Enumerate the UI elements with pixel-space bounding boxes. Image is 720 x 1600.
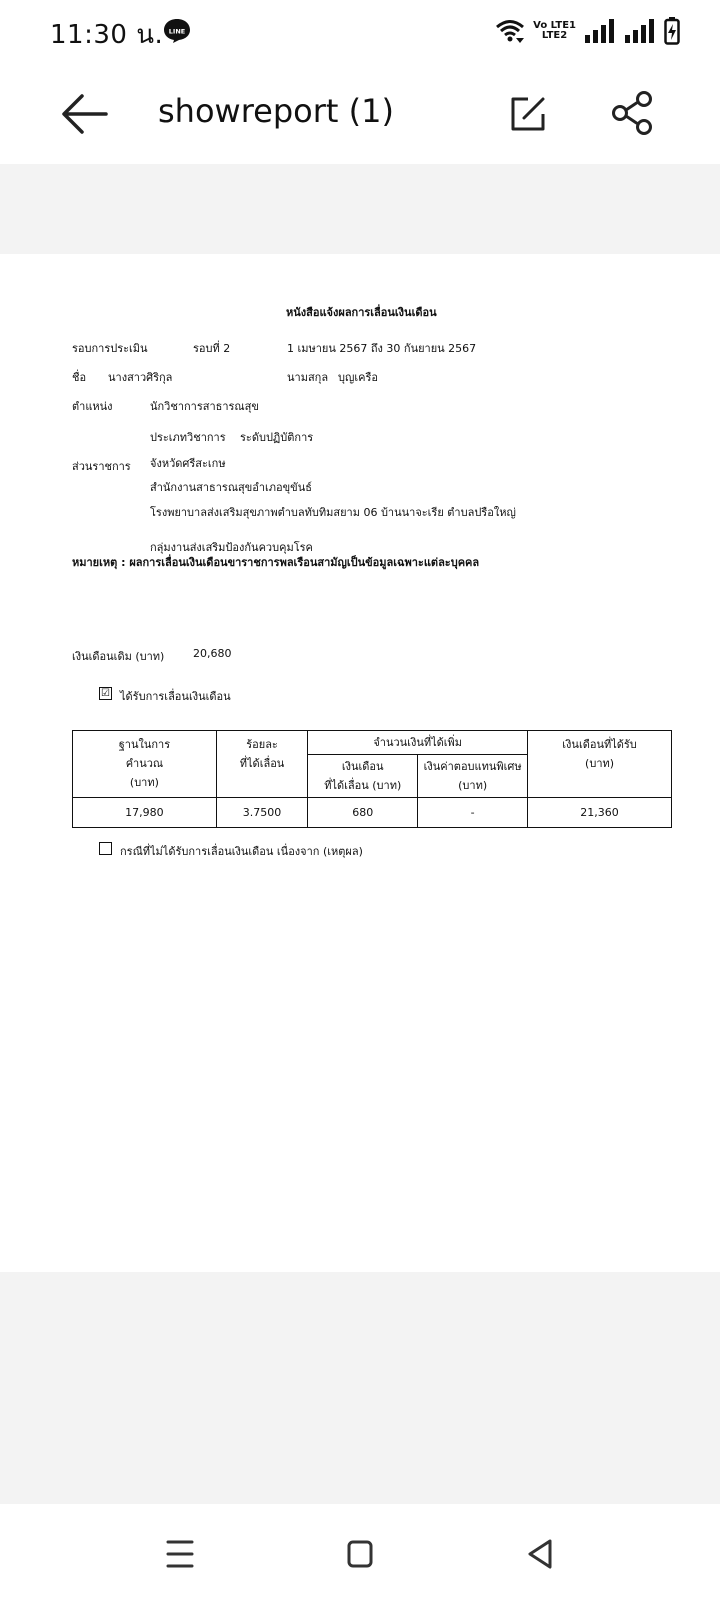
volte-indicator <box>533 21 576 41</box>
signal-icon-sim2 <box>624 19 656 43</box>
agency-line: สำนักงานสาธารณสุขอำเภอขุขันธ์ <box>150 481 312 494</box>
share-icon[interactable] <box>610 90 656 136</box>
back-triangle-icon[interactable] <box>520 1534 560 1574</box>
menu-icon[interactable] <box>160 1534 200 1574</box>
agency-line: โรงพยาบาลส่งเสริมสุขภาพตำบลทับทิมสยาม 06 บ้านนาจะเรีย ตำบลปรือใหญ่ <box>150 506 516 519</box>
cell-base: 17,980 <box>73 798 217 828</box>
volte-top: Vo LTE1 <box>533 20 576 31</box>
header-increase: จำนวนเงินที่ได้เพิ่ม <box>308 731 528 755</box>
status-icons <box>495 16 680 46</box>
system-nav-bar <box>0 1504 720 1600</box>
not-received-label: กรณีที่ไม่ได้รับการเลื่อนเงินเดือน เนื่องจาก (เหตุผล) <box>120 845 363 858</box>
app-bar <box>0 64 720 164</box>
old-salary-value: 20,680 <box>193 647 232 660</box>
table-row <box>73 798 672 828</box>
position-value: นักวิชาการสาธารณสุข <box>150 400 259 413</box>
name-label: ชื่อ <box>72 371 87 384</box>
position-type: ประเภทวิชาการ <box>150 431 226 444</box>
cell-percent: 3.7500 <box>216 798 307 828</box>
round-label: รอบการประเมิน <box>72 342 148 355</box>
signal-icon-sim1 <box>584 19 616 43</box>
svg-text:LINE: LINE <box>168 27 186 36</box>
cell-received: 21,360 <box>528 798 672 828</box>
report-note: หมายเหตุ : ผลการเลื่อนเงินเดือนขาราชการพลเรือนสามัญเป็นข้อมูลเฉพาะแต่ละบุคคล <box>72 556 480 569</box>
line-app-icon <box>163 18 191 44</box>
old-salary-label: เงินเดือนเดิม (บาท) <box>72 650 165 663</box>
header-salary-up: เงินเดือน ที่ได้เลื่อน (บาท) <box>308 755 418 798</box>
agency-line: กลุ่มงานส่งเสริมป้องกันควบคุมโรค <box>150 541 313 554</box>
received-checkbox: ☑ <box>99 687 112 700</box>
header-percent: ร้อยละ ที่ได้เลื่อน <box>216 731 307 798</box>
status-time: 11:30 น. <box>50 20 164 50</box>
battery-charging-icon <box>664 17 680 45</box>
agency-line: จังหวัดศรีสะเกษ <box>150 457 226 470</box>
document-title: showreport (1) <box>158 92 394 130</box>
cell-salary-up: 680 <box>308 798 418 828</box>
edit-icon[interactable] <box>508 94 548 134</box>
round-value: รอบที่ 2 <box>193 342 231 355</box>
agency-label: ส่วนราชการ <box>72 460 131 473</box>
report-page <box>0 254 720 1272</box>
arrow-left-icon[interactable] <box>58 90 110 138</box>
viewer-background-top <box>0 164 720 254</box>
surname-label: นามสกุล <box>287 371 329 384</box>
home-icon[interactable] <box>340 1534 380 1574</box>
wifi-icon <box>495 18 525 44</box>
status-bar <box>0 0 720 64</box>
cell-special: - <box>418 798 528 828</box>
position-label: ตำแหน่ง <box>72 400 113 413</box>
report-heading: หนังสือแจ้งผลการเลื่อนเงินเดือน <box>286 306 437 319</box>
header-special: เงินค่าตอบแทนพิเศษ (บาท) <box>418 755 528 798</box>
header-base: ฐานในการ คำนวณ (บาท) <box>73 731 217 798</box>
not-received-checkbox <box>99 842 112 855</box>
evaluation-period: 1 เมษายน 2567 ถึง 30 กันยายน 2567 <box>287 342 477 355</box>
name-value: นางสาวศิริกุล <box>108 371 173 384</box>
table-header-row <box>73 731 672 755</box>
surname-value: บุญเครือ <box>338 371 378 384</box>
header-received: เงินเดือนที่ได้รับ (บาท) <box>528 731 672 798</box>
position-level: ระดับปฏิบัติการ <box>240 431 314 444</box>
salary-table <box>72 730 672 828</box>
viewer-background-bottom <box>0 1272 720 1504</box>
volte-bottom: LTE2 <box>541 30 568 41</box>
received-label: ได้รับการเลื่อนเงินเดือน <box>120 690 231 703</box>
